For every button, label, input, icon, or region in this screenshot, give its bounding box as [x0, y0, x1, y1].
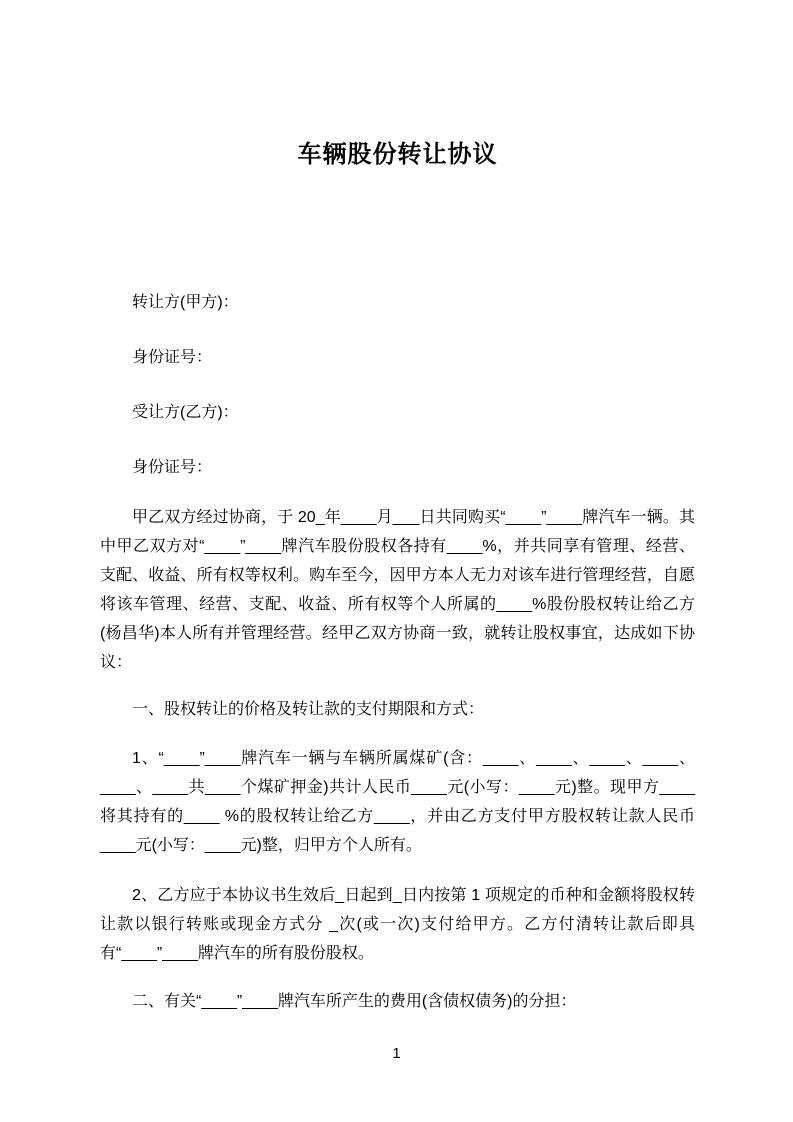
section-2-heading: 二、有关“____”____牌汽车所产生的费用(含债权债务)的分担： — [132, 993, 577, 1010]
section-1-heading: 一、股权转让的价格及转让款的支付期限和方式： — [132, 701, 485, 718]
parties-block — [100, 292, 695, 479]
transferor-party-a-label: 转让方(甲方)： — [132, 294, 239, 311]
intro-paragraph: 甲乙双方经过协商，于 20_年____月___日共同购买“____”____牌汽车一辆。其中甲乙双方对“____”____牌汽车股份股权各持有____%，并共同享有管理、经营、支配、收益、所有权等权利。购车至今，因甲方本人无力对该车进行管理经营，自愿将该车管理、经营、支配、收益、所有权等个人所属的____%股份股权转让给乙方(杨昌华)本人所有并管理经营。经甲乙双方协商一致，就转让股权事宜，达成如下协议： — [100, 509, 695, 671]
transferee-party-b-label: 受让方(乙方)： — [132, 404, 239, 421]
party-a-id-number-label: 身份证号： — [132, 349, 213, 366]
section-1-item-2: 2、乙方应于本协议书生效后_日起到_日内按第 1 项规定的币种和金额将股权转让款以银行转账或现金方式分 _次(或一次)支付给甲方。乙方付清转让款后即具有“____”____牌汽车的所有股份股权。 — [100, 887, 695, 962]
document-title: 车辆股份转让协议 — [297, 141, 498, 168]
party-b-id-number-label: 身份证号： — [132, 459, 213, 476]
page-number: 1 — [392, 1045, 401, 1062]
section-1-item-1: 1、“____”____牌汽车一辆与车辆所属煤矿(含：____、____、____、____、____、____共____个煤矿押金)共计人民币____元(小写：____元)整。现甲方____将其持有的____ %的股权转让给乙方____，并由乙方支付甲方股权转让款人民币____元(小写：____元)整，归甲方个人所有。 — [100, 750, 695, 854]
